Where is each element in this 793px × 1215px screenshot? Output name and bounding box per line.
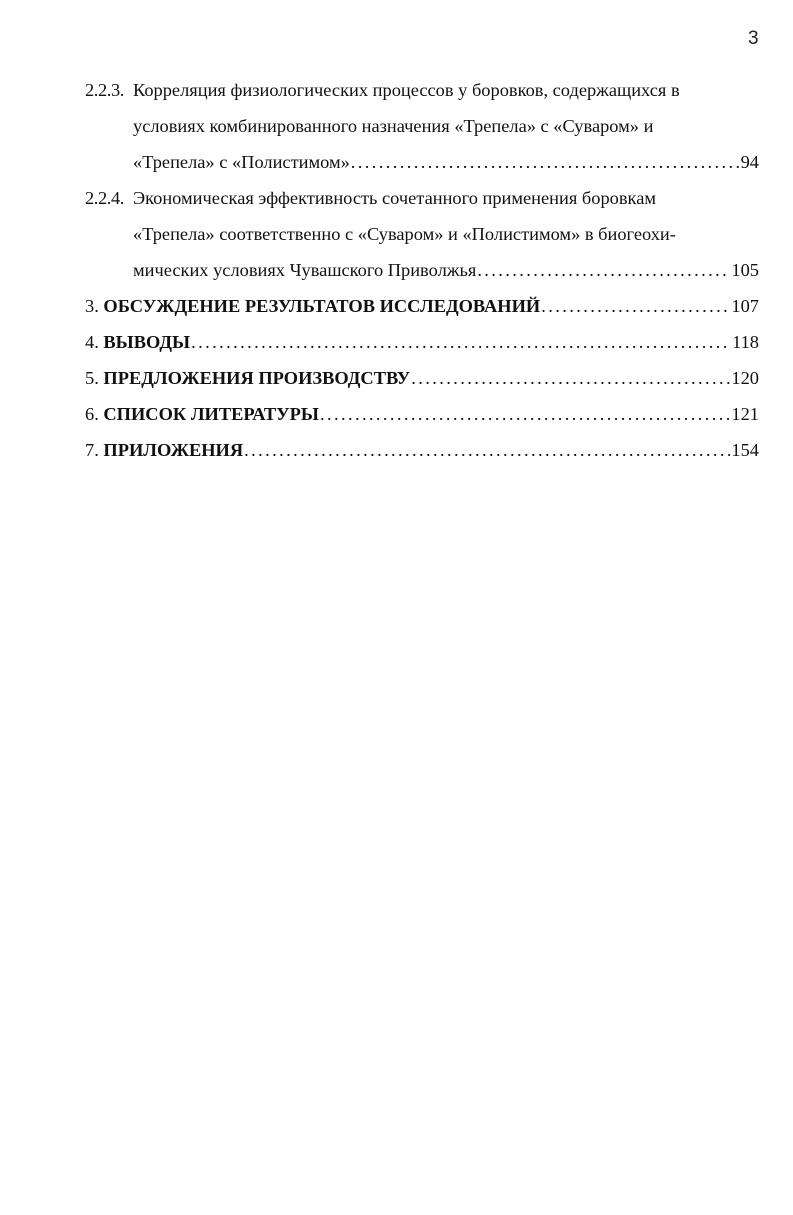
dot-leader [320, 396, 730, 432]
toc-entry-title-line: условиях комбинированного назначения «Трепела» с «Суваром» и [133, 116, 654, 136]
toc-page-number: 107 [731, 296, 759, 316]
toc-entry-number: 7. [85, 440, 99, 460]
dot-leader [351, 144, 740, 180]
toc-entry-chapter-3[interactable] [85, 288, 759, 324]
page-number: 3 [748, 28, 759, 49]
toc-entry-title: ВЫВОДЫ [103, 332, 191, 352]
dot-leader [541, 288, 730, 324]
toc-entry-chapter-7[interactable] [85, 432, 759, 468]
toc-entry-chapter-4[interactable] [85, 324, 759, 360]
toc-entry-chapter-6[interactable] [85, 396, 759, 432]
toc-entry-number: 2.2.3. [85, 80, 124, 100]
toc-entry-number: 4. [85, 332, 99, 352]
toc-entry-title-line: «Трепела» с «Полистимом» [133, 152, 350, 172]
toc-entry-chapter-5[interactable] [85, 360, 759, 396]
toc-entry-title-line: Экономическая эффективность сочетанного применения боровкам [133, 188, 657, 208]
dot-leader [477, 252, 730, 288]
dot-leader [191, 324, 731, 360]
toc-entry-title-line: «Трепела» соответственно с «Суваром» и «Полистимом» в биогеохи- [133, 224, 676, 244]
toc-entry-title-line: Корреляция физиологических процессов у боровков, содержащихся в [133, 80, 680, 100]
toc-page-number: 105 [731, 260, 759, 280]
toc-entry-title: ПРЕДЛОЖЕНИЯ ПРОИЗВОДСТВУ [103, 368, 411, 388]
toc-entry-2-2-3[interactable] [85, 72, 759, 180]
toc-page-number: 118 [732, 332, 759, 352]
dot-leader [244, 432, 730, 468]
toc-entry-number: 5. [85, 368, 99, 388]
dot-leader [411, 360, 730, 396]
toc-entry-number: 2.2.4. [85, 188, 124, 208]
toc-page-number: 154 [731, 440, 759, 460]
toc-entry-title-line: мических условиях Чувашского Приволжья [133, 260, 477, 280]
toc-page-number: 120 [731, 368, 759, 388]
toc-page-number: 121 [731, 404, 759, 424]
toc-entry-title: СПИСОК ЛИТЕРАТУРЫ [103, 404, 319, 424]
table-of-contents [85, 72, 759, 468]
toc-entry-number: 3. [85, 296, 99, 316]
toc-entry-title: ПРИЛОЖЕНИЯ [103, 440, 244, 460]
toc-entry-title: ОБСУЖДЕНИЕ РЕЗУЛЬТАТОВ ИССЛЕДОВАНИЙ [103, 296, 541, 316]
toc-entry-2-2-4[interactable] [85, 180, 759, 288]
toc-page-number: 94 [740, 152, 759, 172]
toc-entry-number: 6. [85, 404, 99, 424]
